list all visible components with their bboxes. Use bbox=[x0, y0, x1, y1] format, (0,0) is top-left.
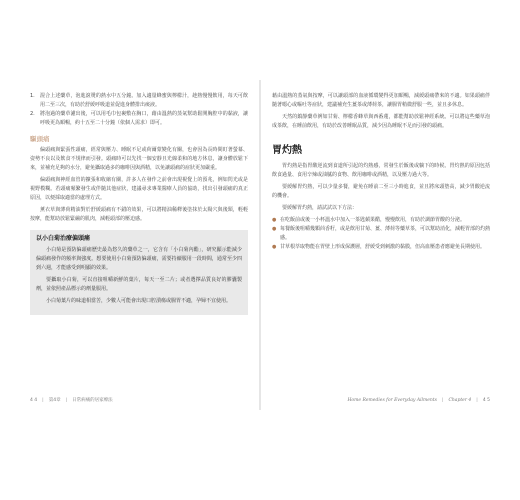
bullet-dot-icon: ● bbox=[272, 226, 277, 232]
page-number: 4 4 bbox=[30, 398, 38, 403]
right-footer bbox=[272, 396, 490, 406]
body-paragraph: 薰衣草與薄荷精油對於舒緩頭痛有不錯的效果，可以將精油稀釋後塗抹於太陽穴與後頸，輕輕按摩，能幫助放鬆緊繃的肌肉，減輕頭部的壓迫感。 bbox=[30, 207, 248, 222]
list-item bbox=[30, 92, 248, 110]
chapter-label: Chapter 4 bbox=[448, 398, 472, 403]
running-title: Home Remedies for Everyday Ailments bbox=[347, 398, 437, 403]
page-number: 4 5 bbox=[482, 398, 490, 403]
left-footer bbox=[30, 396, 248, 406]
bullet-text: 每餐飯後咀嚼幾顆茴香籽，或是飲用甘菊、薑、薄荷等藥草茶，可以幫助消化，減輕胃部的灼熱感。 bbox=[280, 226, 490, 241]
bullet-dot-icon: ● bbox=[272, 217, 277, 223]
footer-separator: | bbox=[441, 398, 444, 403]
body-paragraph: 要緩解胃灼熱，可以少量多餐，避免在睡前二至三小時進食，並且將床頭墊高，減少胃酸逆流的機會。 bbox=[272, 184, 490, 199]
section-title-heartburn: 胃灼熱 bbox=[272, 145, 302, 156]
sidebar-box bbox=[30, 230, 248, 315]
body-paragraph: 偏頭痛與神經血管的擴張和收縮有關，許多人在發作之前會出現視覺上的預兆，例如閃光或是視野模糊。若頭痛頻繁發生或伴隨其他症狀，建議尋求專業醫療人員的協助，找出引發頭痛的真正原因，以便採取適當的處理方式。 bbox=[30, 177, 248, 201]
subheading-headache: 驅頭痛 bbox=[30, 135, 50, 143]
list-text: 混合上述藥草，泡進滾燙的熱水中五分鐘。加入適量蜂蜜與檸檬汁，趁熱慢慢飲用，每天可飲用二至三次，有助於舒緩呼吸道並促進身體排出痰液。 bbox=[40, 93, 248, 108]
right-page bbox=[272, 92, 490, 392]
body-paragraph: 偏頭痛與緊張性頭痛，經常與壓力、睡眠不足或荷爾蒙變化有關，也會因為長時間盯著螢幕、姿勢不良以及飲食不規律而引發。頭痛時可以先找一個安靜且光線柔和的地方休息，讓身體放鬆下來，並補充足夠的水分，避免攝取過多的咖啡因與酒精，以免讓頭痛的症狀更加嚴重。 bbox=[30, 147, 248, 171]
footer-separator: | bbox=[65, 398, 68, 403]
bullet-dot-icon: ● bbox=[272, 244, 277, 250]
footer-separator: | bbox=[476, 398, 478, 403]
bullet-text: 甘草根萃取物能在胃壁上形成保護層，舒緩受到刺激的黏膜，但高血壓患者應避免長期使用。 bbox=[280, 244, 486, 250]
list-number: 1. bbox=[30, 93, 35, 99]
running-title: 日常病痛的居家療法 bbox=[72, 398, 113, 403]
book-gutter bbox=[259, 80, 261, 410]
sidebar-title: 以小白菊治療偏頭痛 bbox=[36, 235, 91, 242]
bullet-text: 在吃飯前或後一小杯溫水中加入一茶匙蘋果醋，慢慢飲用，有助於調節胃酸的分泌。 bbox=[280, 217, 466, 223]
list-item bbox=[30, 110, 248, 128]
bullet-item bbox=[272, 225, 490, 243]
bullets-intro: 要緩解胃灼熱，請試試以下方法： bbox=[282, 205, 358, 211]
footer-separator: | bbox=[42, 398, 44, 403]
list-number: 2. bbox=[30, 111, 35, 117]
sidebar-paragraph: 要攝取小白菊，可以直接咀嚼新鮮的葉片，每天一至二片；或者選擇品質良好的膠囊製劑，並依照產品標示的劑量服用。 bbox=[36, 277, 242, 292]
bullet-item bbox=[272, 243, 490, 252]
chapter-label: 第4章 bbox=[48, 398, 61, 403]
bullet-item bbox=[272, 216, 490, 225]
body-paragraph: 天然的鎮靜藥草例如甘菊、檸檬香蜂草與西番蓮，都能幫助放鬆神經系統。可以將這些藥草泡成茶飲，在睡前飲用，有助於改善睡眠品質，減少因為睡眠不足而引發的頭痛。 bbox=[272, 114, 490, 129]
sidebar-paragraph: 小白菊葉片的味道相當苦，少數人可能會出現口腔潰瘍或腸胃不適，孕婦不宜使用。 bbox=[46, 298, 232, 304]
sidebar-paragraph: 小白菊是預防偏頭痛歷史最為悠久的藥草之一，它含有「小白菊內酯」，研究顯示能減少偏頭痛發作的頻率與強度。想要使用小白菊預防偏頭痛，需要持續服用一段時間，通常至少四到六週，才能感受到明顯的效果。 bbox=[36, 247, 242, 271]
body-paragraph: 胃灼熱是指胃酸逆流到食道所引起的灼熱感，常發生於飯後或躺下的時候。胃灼熱的原因包括飲食過量、食用辛辣或油膩的食物、飲用咖啡或酒精，以及壓力過大等。 bbox=[272, 163, 490, 178]
list-text: 將泡過的藥草濾出後，可以用毛巾包裹敷在胸口，藉由溫熱的蒸氣幫助鬆開胸腔中的黏液，讓呼吸更為順暢，約十五至二十分鐘（依個人需求）即可。 bbox=[40, 111, 248, 126]
body-paragraph: 藉由溫熱的蒸氣與按摩，可以讓頭部的血液循環變得更加順暢，減緩頭痛帶來的不適。如果頭痛伴隨著噁心或嘔吐等症狀，建議補充生薑茶或薄荷茶，讓腸胃稍微舒服一些，並且多休息。 bbox=[272, 93, 490, 108]
left-page bbox=[30, 92, 248, 392]
